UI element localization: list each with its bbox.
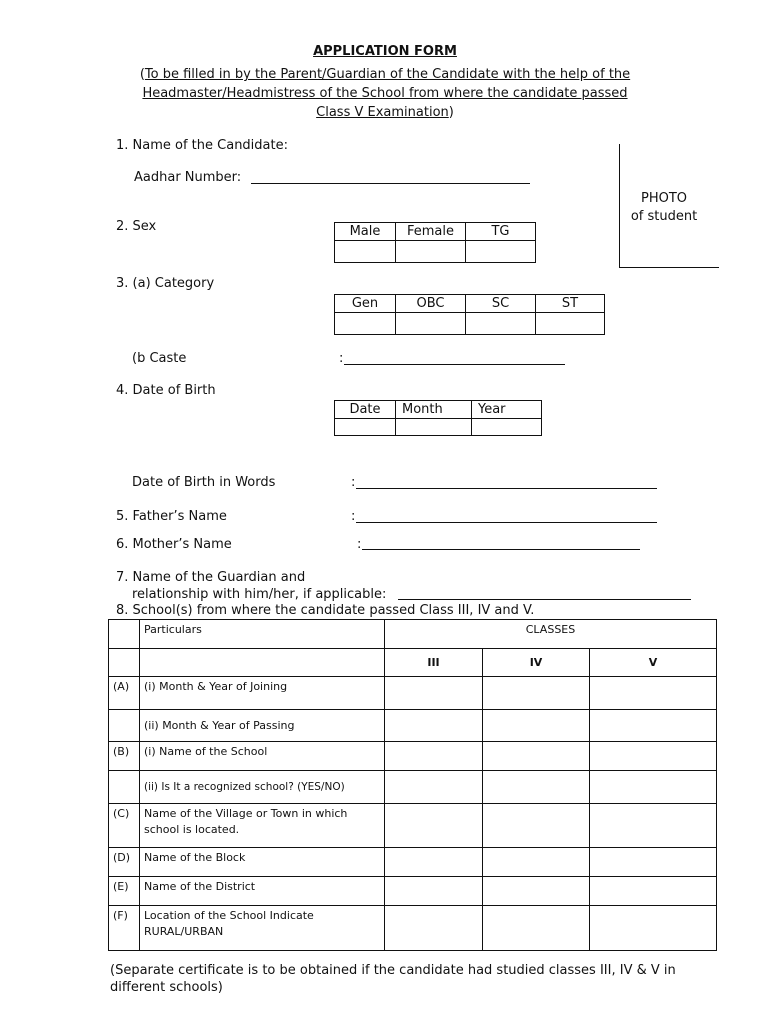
sex-option-male: Male	[335, 223, 396, 241]
category-checkbox-obc[interactable]	[396, 313, 466, 335]
school-name-v-cell[interactable]	[590, 742, 717, 771]
table-row	[140, 649, 385, 677]
block-iv-cell[interactable]	[483, 848, 590, 877]
category-checkbox-st[interactable]	[536, 313, 605, 335]
form-title: APPLICATION FORM	[313, 44, 457, 59]
category-table	[334, 294, 605, 335]
photo-sublabel: of student	[630, 209, 698, 224]
sex-table	[334, 222, 536, 263]
form-subtitle-line3	[0, 105, 770, 120]
subtitle-text-3: Class V Examination	[316, 105, 449, 120]
district-iii-cell[interactable]	[385, 877, 483, 906]
row-code	[109, 710, 140, 742]
dob-col-year: Year	[472, 401, 542, 419]
district-iv-cell[interactable]	[483, 877, 590, 906]
row-code: (B)	[109, 742, 140, 771]
caste-field[interactable]	[344, 364, 565, 365]
block-v-cell[interactable]	[590, 848, 717, 877]
recognized-iv-cell[interactable]	[483, 771, 590, 804]
table-corner-cell	[109, 620, 140, 649]
passing-iv-cell[interactable]	[483, 710, 590, 742]
dob-words-colon: :	[351, 475, 356, 490]
sex-option-tg: TG	[466, 223, 536, 241]
category-option-st: ST	[536, 295, 605, 313]
row-label-school-name: (i) Name of the School	[140, 742, 385, 771]
class-v-header: V	[590, 649, 717, 677]
dob-words-field[interactable]	[356, 488, 657, 489]
caste-label: (b Caste	[132, 351, 187, 366]
category-label: 3. (a) Category	[116, 276, 215, 291]
dob-table	[334, 400, 542, 436]
village-iii-cell[interactable]	[385, 804, 483, 848]
caste-colon: :	[339, 351, 344, 366]
district-v-cell[interactable]	[590, 877, 717, 906]
dob-year-field[interactable]	[472, 419, 542, 436]
school-details-table	[108, 619, 717, 951]
subtitle-close-paren: )	[448, 105, 454, 120]
row-code: (F)	[109, 906, 140, 951]
row-label-village: Name of the Village or Town in which school is located.	[140, 804, 385, 848]
location-iii-cell[interactable]	[385, 906, 483, 951]
category-checkbox-gen[interactable]	[335, 313, 396, 335]
location-iv-cell[interactable]	[483, 906, 590, 951]
sex-checkbox-male[interactable]	[335, 241, 396, 263]
category-option-obc: OBC	[396, 295, 466, 313]
passing-v-cell[interactable]	[590, 710, 717, 742]
recognized-iii-cell[interactable]	[385, 771, 483, 804]
sex-option-female: Female	[396, 223, 466, 241]
joining-iv-cell[interactable]	[483, 677, 590, 710]
dob-label: 4. Date of Birth	[116, 383, 216, 398]
block-iii-cell[interactable]	[385, 848, 483, 877]
sex-label: 2. Sex	[116, 219, 157, 234]
photo-label: PHOTO	[640, 191, 688, 206]
row-label-recognized: (ii) Is It a recognized school? (YES/NO)	[140, 771, 385, 804]
aadhar-field[interactable]	[251, 183, 530, 184]
joining-iii-cell[interactable]	[385, 677, 483, 710]
category-option-sc: SC	[466, 295, 536, 313]
recognized-v-cell[interactable]	[590, 771, 717, 804]
guardian-relationship-label: relationship with him/her, if applicable:	[132, 587, 387, 602]
row-code: (A)	[109, 677, 140, 710]
dob-words-label: Date of Birth in Words	[132, 475, 276, 490]
category-option-gen: Gen	[335, 295, 396, 313]
table-row	[109, 649, 140, 677]
school-name-iii-cell[interactable]	[385, 742, 483, 771]
mother-name-field[interactable]	[362, 549, 640, 550]
sex-checkbox-female[interactable]	[396, 241, 466, 263]
form-subtitle-line1	[0, 67, 770, 82]
joining-v-cell[interactable]	[590, 677, 717, 710]
row-code: (D)	[109, 848, 140, 877]
row-code: (C)	[109, 804, 140, 848]
father-name-field[interactable]	[356, 522, 657, 523]
row-label-block: Name of the Block	[140, 848, 385, 877]
father-name-colon: :	[351, 509, 356, 524]
dob-month-field[interactable]	[396, 419, 472, 436]
row-code	[109, 771, 140, 804]
row-label-district: Name of the District	[140, 877, 385, 906]
location-v-cell[interactable]	[590, 906, 717, 951]
particulars-header: Particulars	[140, 620, 385, 649]
footer-note: (Separate certificate is to be obtained if the candidate had studied classes III, IV & V in different schools)	[110, 963, 676, 995]
mother-name-colon: :	[357, 537, 362, 552]
schools-heading: 8. School(s) from where the candidate passed Class III, IV and V.	[116, 603, 535, 618]
subtitle-text-1: To be filled in by the Parent/Guardian of the Candidate with the help of the	[144, 67, 631, 82]
school-name-iv-cell[interactable]	[483, 742, 590, 771]
mother-name-label: 6. Mother’s Name	[116, 537, 232, 552]
row-label-joining: (i) Month & Year of Joining	[140, 677, 385, 710]
guardian-label: 7. Name of the Guardian and	[116, 570, 306, 585]
row-label-passing: (ii) Month & Year of Passing	[140, 710, 385, 742]
dob-col-month: Month	[396, 401, 472, 419]
row-code: (E)	[109, 877, 140, 906]
village-v-cell[interactable]	[590, 804, 717, 848]
class-iii-header: III	[385, 649, 483, 677]
classes-header: CLASSES	[385, 620, 717, 649]
photo-box-bottom-border	[619, 267, 719, 268]
form-subtitle-line2: Headmaster/Headmistress of the School from where the candidate passed	[142, 86, 628, 101]
dob-date-field[interactable]	[335, 419, 396, 436]
class-iv-header: IV	[483, 649, 590, 677]
aadhar-label: Aadhar Number:	[134, 170, 242, 185]
category-checkbox-sc[interactable]	[466, 313, 536, 335]
row-label-location: Location of the School Indicate RURAL/URBAN	[140, 906, 385, 951]
candidate-name-label: 1. Name of the Candidate:	[116, 138, 288, 153]
subtitle-open-paren: (	[139, 67, 145, 82]
sex-checkbox-tg[interactable]	[466, 241, 536, 263]
father-name-label: 5. Father’s Name	[116, 509, 227, 524]
guardian-field[interactable]	[398, 599, 691, 600]
dob-col-date: Date	[335, 401, 396, 419]
village-iv-cell[interactable]	[483, 804, 590, 848]
passing-iii-cell[interactable]	[385, 710, 483, 742]
